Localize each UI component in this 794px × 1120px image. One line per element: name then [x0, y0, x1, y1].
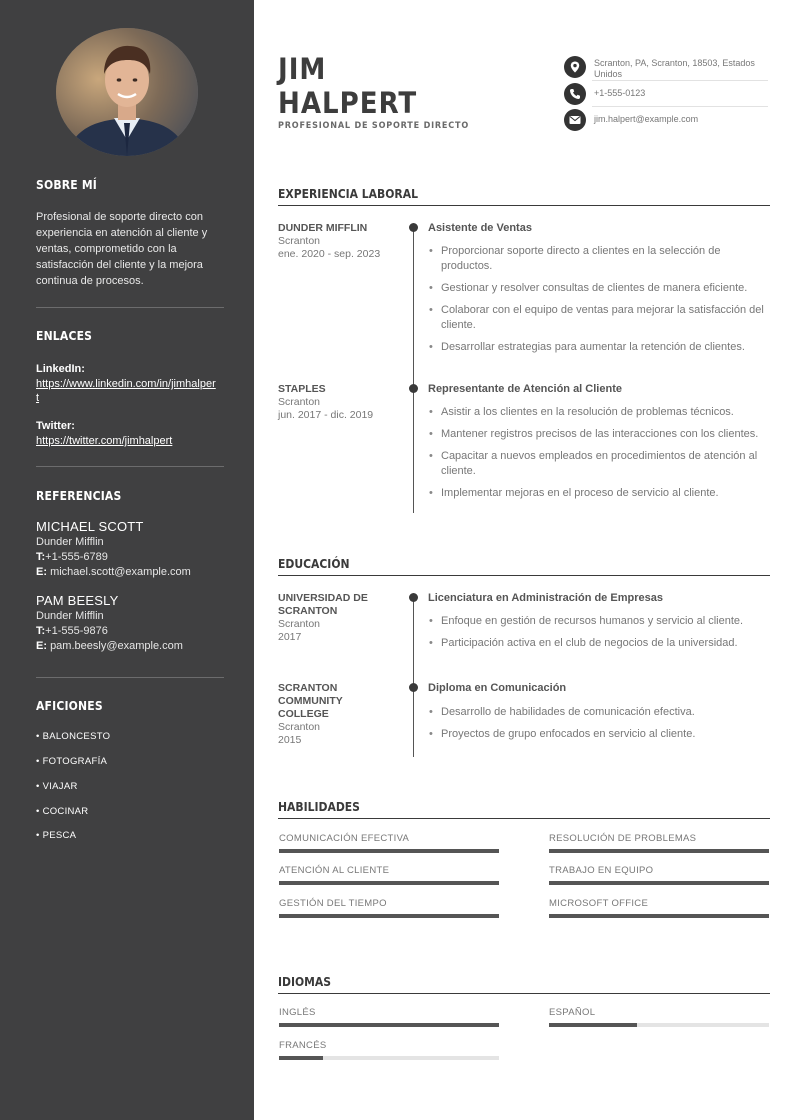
reference-item	[36, 519, 226, 580]
language-bar-fill	[549, 1023, 637, 1027]
contact-phone	[564, 83, 768, 105]
about-text: Profesional de soporte directo con experiencia en atención al cliente y ventas, comprometido con la satisfacción del cliente y la mejora continua de procesos.	[36, 211, 208, 287]
divider	[592, 106, 768, 107]
skill-bar-fill	[549, 881, 769, 885]
education-meta	[278, 592, 388, 644]
skill-item	[549, 833, 769, 853]
sidebar	[0, 0, 254, 1120]
responsibilities-list	[428, 405, 770, 508]
hobby-item: • FOTOGRAFÍA	[36, 756, 108, 767]
linkedin-url[interactable]: https://www.linkedin.com/in/jimhalpert	[36, 378, 216, 404]
reference-email[interactable]: michael.scott@example.com	[50, 566, 191, 578]
company-name: STAPLES	[278, 383, 326, 395]
job-title: PROFESIONAL DE SOPORTE DIRECTO	[278, 121, 470, 131]
divider	[36, 307, 224, 308]
reference-phone-line	[36, 624, 226, 639]
language-bar	[549, 1023, 769, 1027]
education-details-list	[428, 614, 770, 658]
about-heading: SOBRE MÍ	[36, 178, 97, 192]
address-text: Scranton, PA, Scranton, 18503, Estados Unidos	[594, 58, 755, 79]
envelope-icon	[564, 109, 586, 131]
education-heading: EDUCACIÓN	[278, 557, 350, 571]
hobbies-heading: AFICIONES	[36, 699, 103, 713]
divider	[592, 80, 768, 81]
skill-bar	[549, 881, 769, 885]
list-item: • Desarrollar estrategias para aumentar la retención de clientes.	[428, 340, 770, 355]
link-label: Twitter:	[36, 420, 75, 432]
list-item: • Participación activa en el club de negocios de la universidad.	[428, 636, 770, 651]
email-text[interactable]: jim.halpert@example.com	[594, 114, 699, 124]
language-bar	[279, 1023, 499, 1027]
reference-phone: +1-555-6789	[45, 551, 108, 563]
timeline-dot	[409, 593, 418, 602]
language-bar-fill	[279, 1023, 499, 1027]
twitter-url[interactable]: https://twitter.com/jimhalpert	[36, 435, 173, 447]
list-item: • Gestionar y resolver consultas de clientes de manera eficiente.	[428, 281, 770, 296]
language-item	[279, 1007, 499, 1027]
timeline-line	[413, 227, 414, 513]
list-item: • Desarrollo de habilidades de comunicación efectiva.	[428, 705, 770, 720]
skill-bar	[549, 914, 769, 918]
languages-heading: IDIOMAS	[278, 975, 332, 989]
skill-bar-fill	[279, 881, 499, 885]
timeline-dot	[409, 223, 418, 232]
section-divider	[278, 205, 770, 206]
contact-address	[564, 56, 768, 80]
school-location: Scranton	[278, 721, 321, 733]
position-title: Representante de Atención al Cliente	[428, 383, 622, 395]
first-name: JIM	[278, 52, 327, 86]
divider	[36, 466, 224, 467]
experience-heading: EXPERIENCIA LABORAL	[278, 187, 418, 201]
portrait-image	[56, 28, 198, 156]
list-item: • Implementar mejoras en el proceso de servicio al cliente.	[428, 486, 770, 501]
language-item	[279, 1040, 499, 1060]
phone-text: +1-555-0123	[594, 88, 646, 98]
language-bar-fill	[279, 1056, 323, 1060]
list-item: • Asistir a los clientes en la resolución de problemas técnicos.	[428, 405, 770, 420]
language-item	[549, 1007, 769, 1027]
responsibilities-list	[428, 244, 770, 362]
email-label: E:	[36, 640, 47, 652]
link-twitter	[36, 418, 218, 448]
phone-icon	[564, 83, 586, 105]
skill-bar	[279, 914, 499, 918]
skill-bar-fill	[279, 849, 499, 853]
degree-title: Licenciatura en Administración de Empresas	[428, 592, 663, 604]
list-item: • Proyectos de grupo enfocados en servicio al cliente.	[428, 727, 770, 742]
skill-name: ATENCIÓN AL CLIENTE	[279, 865, 390, 876]
company-location: Scranton	[278, 396, 321, 408]
graduation-year: 2015	[278, 734, 302, 746]
section-divider	[278, 575, 770, 576]
skill-bar	[279, 881, 499, 885]
skill-bar-fill	[549, 849, 769, 853]
timeline-line	[413, 597, 414, 757]
email-label: E:	[36, 566, 47, 578]
degree-title: Diploma en Comunicación	[428, 682, 567, 694]
language-bar	[279, 1056, 499, 1060]
company-location: Scranton	[278, 235, 321, 247]
skill-item	[549, 898, 769, 918]
reference-company: Dunder Mifflin	[36, 536, 104, 548]
profile-photo	[56, 28, 198, 156]
reference-phone: +1-555-9876	[45, 625, 108, 637]
last-name: HALPERT	[278, 86, 418, 120]
links-heading: ENLACES	[36, 329, 93, 343]
job-dates: ene. 2020 - sep. 2023	[278, 248, 381, 260]
skill-name: RESOLUCIÓN DE PROBLEMAS	[549, 833, 697, 844]
job-dates: jun. 2017 - dic. 2019	[278, 409, 374, 421]
skill-name: TRABAJO EN EQUIPO	[549, 865, 654, 876]
reference-email-line	[36, 565, 226, 580]
experience-meta	[278, 383, 398, 422]
position-title: Asistente de Ventas	[428, 222, 532, 234]
skill-item	[279, 898, 499, 918]
skill-bar	[279, 849, 499, 853]
list-item: • Mantener registros precisos de las interacciones con los clientes.	[428, 427, 770, 442]
timeline-dot	[409, 683, 418, 692]
language-name: ESPAÑOL	[549, 1007, 596, 1018]
hobby-item: • PESCA	[36, 830, 77, 841]
company-name: DUNDER MIFFLIN	[278, 222, 368, 234]
reference-item	[36, 593, 226, 654]
skill-bar-fill	[549, 914, 769, 918]
reference-company: Dunder Mifflin	[36, 610, 104, 622]
reference-email-line	[36, 639, 226, 654]
school-location: Scranton	[278, 618, 321, 630]
location-pin-icon	[564, 56, 586, 78]
skill-item	[549, 865, 769, 885]
timeline-dot	[409, 384, 418, 393]
references-heading: REFERENCIAS	[36, 489, 122, 503]
education-details-list	[428, 705, 770, 749]
link-label: LinkedIn:	[36, 363, 85, 375]
list-item: • Capacitar a nuevos empleados en procedimientos de atención al cliente.	[428, 449, 770, 479]
education-meta	[278, 682, 368, 747]
section-divider	[278, 818, 770, 819]
phone-label: T:	[36, 625, 46, 637]
reference-phone-line	[36, 550, 226, 565]
skill-item	[279, 833, 499, 853]
skill-name: MICROSOFT OFFICE	[549, 898, 649, 909]
link-linkedin	[36, 361, 218, 405]
hobby-item: • BALONCESTO	[36, 731, 111, 742]
divider	[36, 677, 224, 678]
list-item: • Enfoque en gestión de recursos humanos y servicio al cliente.	[428, 614, 770, 629]
language-name: FRANCÉS	[279, 1040, 327, 1051]
reference-name: PAM BEESLY	[36, 593, 119, 608]
school-name: UNIVERSIDAD DE SCRANTON	[278, 592, 368, 617]
phone-label: T:	[36, 551, 46, 563]
experience-meta	[278, 222, 398, 261]
reference-email[interactable]: pam.beesly@example.com	[50, 640, 183, 652]
reference-name: MICHAEL SCOTT	[36, 519, 144, 534]
list-item: • Colaborar con el equipo de ventas para mejorar la satisfacción del cliente.	[428, 303, 770, 333]
hobby-item: • COCINAR	[36, 806, 89, 817]
skills-heading: HABILIDADES	[278, 800, 360, 814]
skill-item	[279, 865, 499, 885]
graduation-year: 2017	[278, 631, 302, 643]
language-name: INGLÉS	[279, 1007, 316, 1018]
skill-bar-fill	[279, 914, 499, 918]
hobby-item: • VIAJAR	[36, 781, 78, 792]
skill-name: COMUNICACIÓN EFECTIVA	[279, 833, 410, 844]
school-name: SCRANTON COMMUNITY COLLEGE	[278, 682, 343, 720]
contact-email	[564, 109, 768, 131]
skill-bar	[549, 849, 769, 853]
full-name	[278, 52, 417, 120]
list-item: • Proporcionar soporte directo a clientes en la selección de productos.	[428, 244, 770, 274]
section-divider	[278, 993, 770, 994]
skill-name: GESTIÓN DEL TIEMPO	[279, 898, 387, 909]
